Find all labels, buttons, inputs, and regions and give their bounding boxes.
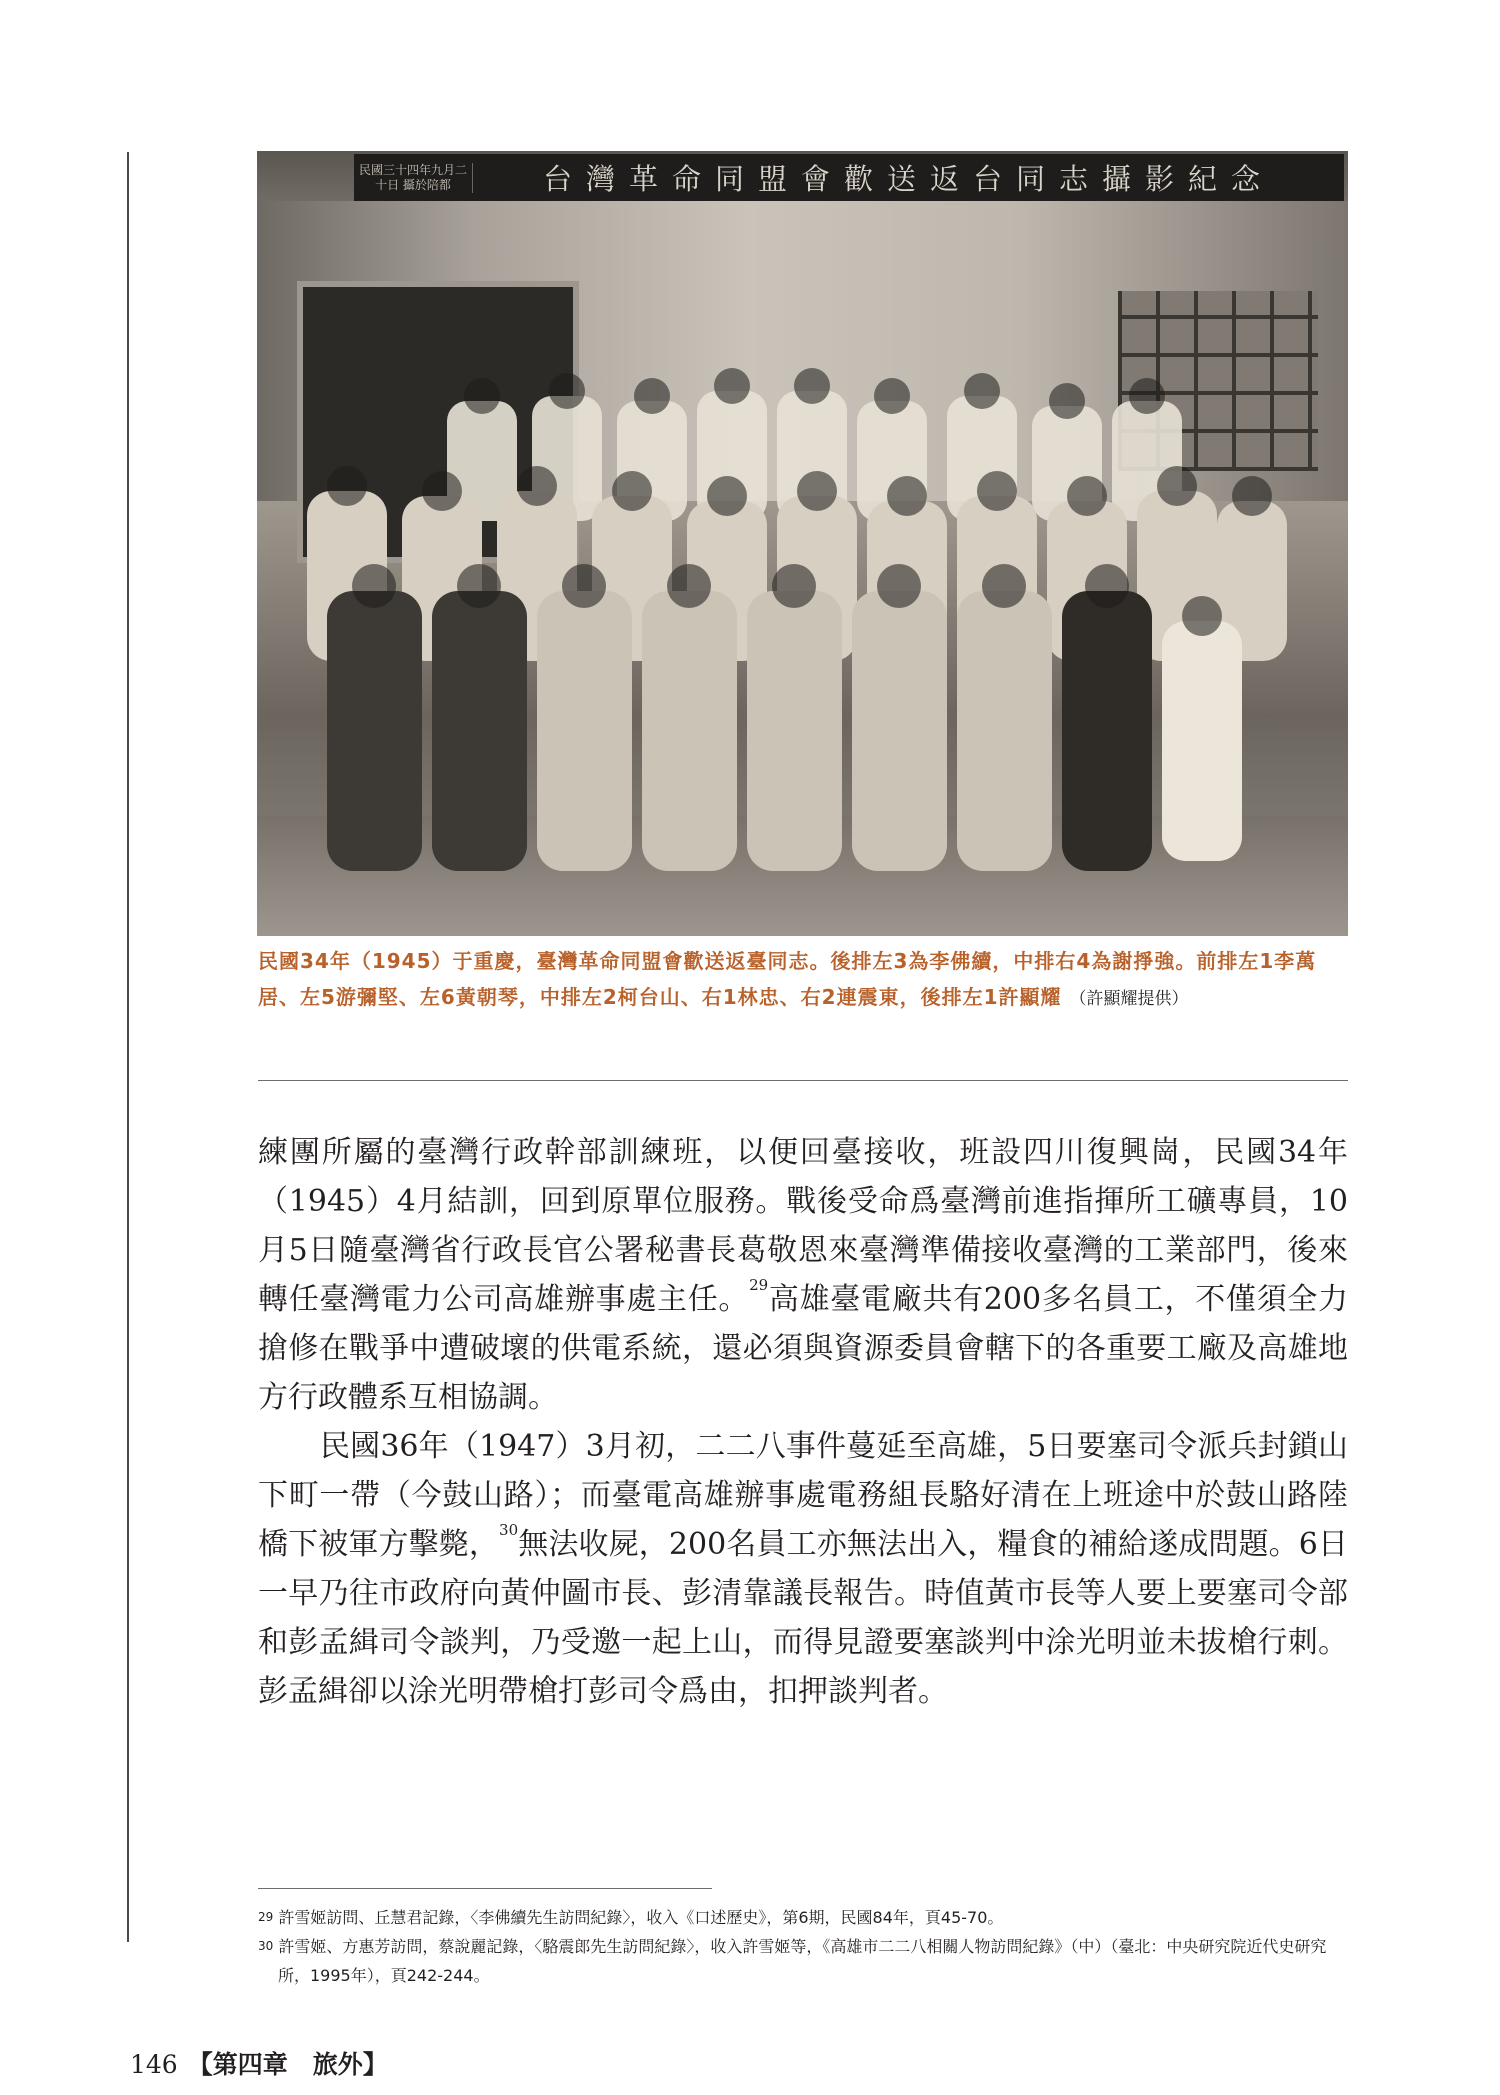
group-photo: [257, 151, 1348, 936]
footnote-ref-29[interactable]: 29: [749, 1276, 769, 1294]
footnote-text: 許雪姬訪問、丘慧君記錄，〈李佛續先生訪問紀錄〉，收入《口述歷史》，第6期，民國84年，頁45-70。: [278, 1908, 1004, 1927]
margin-rule: [127, 152, 129, 1942]
photo-caption-text: 民國34年（1945）于重慶，臺灣革命同盟會歡送返臺同志。後排左3為李佛續，中排右4為謝掙強。前排左1李萬居、左5游彌堅、左6黃朝琴，中排左2柯台山、右1林忠、右2連震東，後排左1許顯耀: [258, 949, 1317, 1009]
page-footer: [130, 2050, 388, 2080]
photo-caption: [258, 943, 1348, 1017]
footnote-text: 許雪姬、方惠芳訪問，蔡說麗記錄，〈駱震郎先生訪問紀錄〉，收入許雪姬等，《高雄市二二八相關人物訪問紀錄》（中）（臺北：中央研究院近代史研究所，1995年），頁242-244。: [278, 1937, 1327, 1985]
footnote-30: [258, 1932, 1348, 1990]
page-number: 146: [130, 2050, 178, 2079]
body-text: [258, 1128, 1348, 1716]
photo-credit: （許顯耀提供）: [1069, 989, 1189, 1009]
paragraph-2: [258, 1422, 1348, 1716]
paragraph-1-text: 練團所屬的臺灣行政幹部訓練班，以便回臺接收，班設四川復興崗，民國34年（1945）4月結訓，回到原單位服務。戰後受命爲臺灣前進指揮所工礦專員，10月5日隨臺灣省行政長官公署秘書長葛敬恩來臺灣準備接收臺灣的工業部門，後來轉任臺灣電力公司高雄辦事處主任。: [258, 1135, 1348, 1317]
paragraph-1-tail: 高雄臺電廠共有200多名員工，不僅須全力搶修在戰爭中遭破壞的供電系統，還必須與資源委員會轄下的各重要工廠及高雄地方行政體系互相協調。: [258, 1282, 1348, 1415]
photo-group-figures: [257, 151, 1348, 936]
paragraph-2-tail: 無法收屍，200名員工亦無法出入，糧食的補給遂成問題。6日一早乃往市政府向黃仲圖市長、彭清靠議長報告。時值黃市長等人要上要塞司令部和彭孟緝司令談判，乃受邀一起上山，而得見證要塞談判中涂光明並未拔槍行刺。彭孟緝卻以涂光明帶槍打彭司令爲由，扣押談判者。: [258, 1527, 1348, 1709]
photo-banner: [354, 154, 1344, 201]
footnote-29: [258, 1903, 1348, 1932]
footnote-number: 30: [258, 1939, 274, 1953]
chapter-label: 【第四章 旅外】: [187, 2050, 388, 2079]
photo-banner-date: 民國三十四年九月二十日 攝於陪都: [354, 163, 473, 193]
footnote-ref-30[interactable]: 30: [499, 1521, 519, 1539]
paragraph-2-text: 民國36年（1947）3月初，二二八事件蔓延至高雄，5日要塞司令派兵封鎖山下町一帶（今鼓山路）；而臺電高雄辦事處電務組長駱好清在上班途中於鼓山路陸橋下被軍方擊斃，: [258, 1429, 1348, 1562]
caption-divider: [258, 1080, 1348, 1081]
footnotes: [258, 1903, 1348, 1990]
footnote-divider: [258, 1888, 712, 1889]
footnote-number: 29: [258, 1910, 274, 1924]
paragraph-1: [258, 1128, 1348, 1422]
photo-banner-title: 台灣革命同盟會歡送返台同志攝影紀念: [542, 162, 1274, 196]
